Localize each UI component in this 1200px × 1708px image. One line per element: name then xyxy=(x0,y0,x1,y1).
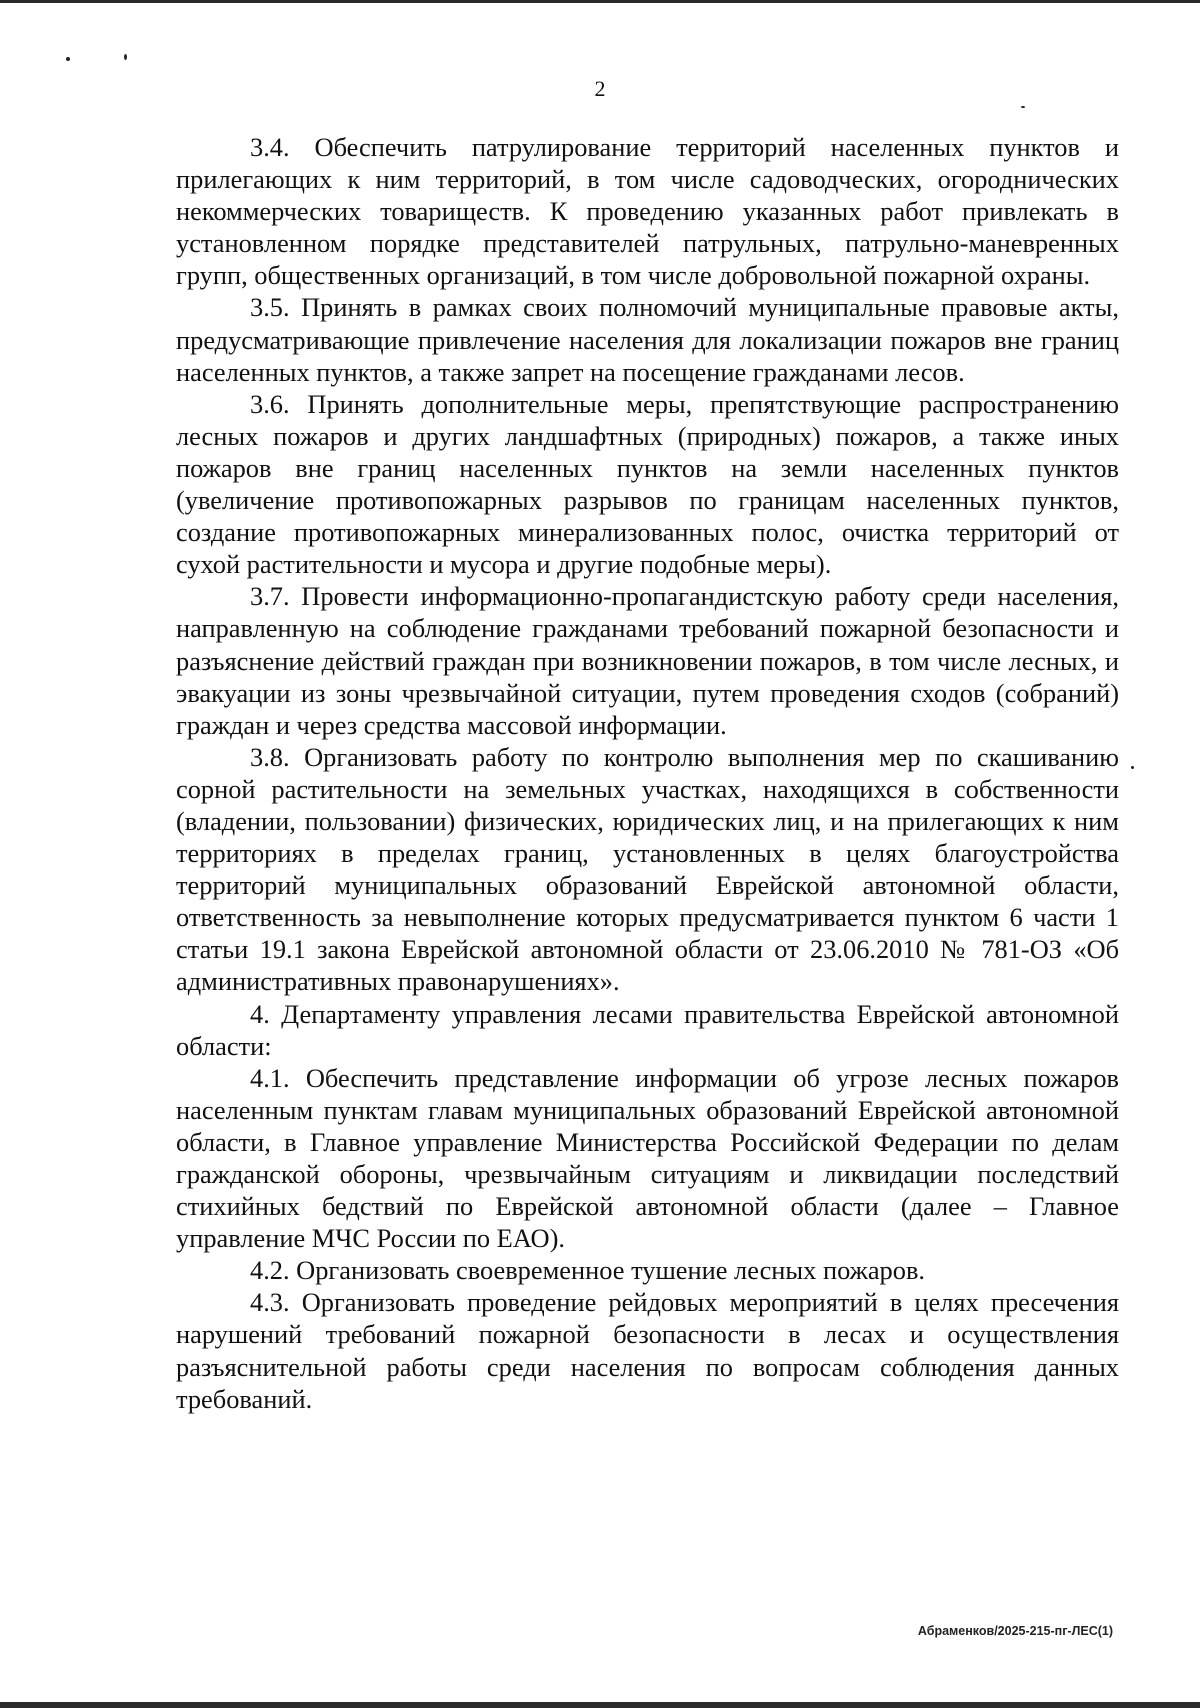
paragraph-4: 4. Департаменту управления лесами правительства Еврейской автономной области: xyxy=(176,998,1119,1061)
paragraph-3-5: 3.5. Принять в рамках своих полномочий муниципальные правовые акты, предусматривающие привлечение населения для локализации пожаров вне границ населенных пунктов, а также запрет на посещение гражданами лесов. xyxy=(176,292,1119,387)
document-body xyxy=(176,131,1119,1415)
paragraph-4-2: 4.2. Организовать своевременное тушение лесных пожаров. xyxy=(250,1255,926,1286)
paragraph-3-8: 3.8. Организовать работу по контролю выполнения мер по скашиванию сорной растительности на земельных участках, находящихся в собственности (владении, пользовании) физических, юридических лиц, и на прилегающих к ним территориях в пределах границ, установленных в целях благоустройства территорий муниципальных образований Еврейской автономной области, ответственность за невыполнение которых предусматривается пунктом 6 части 1 статьи 19.1 закона Еврейской автономной области от 23.06.2010 № 781-ОЗ «Об административных правонарушениях». xyxy=(176,741,1119,997)
paragraph-3-6: 3.6. Принять дополнительные меры, препятствующие распространению лесных пожаров и других ландшафтных (природных) пожаров, а также иных пожаров вне границ населенных пунктов на земли населенных пунктов (увеличение противопожарных разрывов по границам населенных пунктов, создание противопожарных минерализованных полос, очистка территорий от сухой растительности и мусора и другие подобные меры). xyxy=(176,388,1119,580)
paragraph-3-7: 3.7. Провести информационно-пропагандистскую работу среди населения, направленную на соблюдение гражданами требований пожарной безопасности и разъяснение действий граждан при возникновении пожаров, в том числе лесных, и эвакуации из зоны чрезвычайной ситуации, путем проведения сходов (собраний) граждан и через средства массовой информации. xyxy=(176,581,1119,740)
scan-speck xyxy=(1131,766,1134,769)
paragraph-4-1: 4.1. Обеспечить представление информации об угрозе лесных пожаров населенным пунктам главам муниципальных образований Еврейской автономной области, в Главное управление Министерства Российской Федерации по делам гражданской обороны, чрезвычайным ситуациям и ликвидации последствий стихийных бедствий по Еврейской автономной области (далее – Главное управление МЧС России по ЕАО). xyxy=(176,1062,1119,1254)
scan-border-top xyxy=(0,0,1200,8)
paragraph-4-3: 4.3. Организовать проведение рейдовых мероприятий в целях пресечения нарушений требований пожарной безопасности в лесах и осуществления разъяснительной работы среди населения по вопросам соблюдения данных требований. xyxy=(176,1287,1119,1414)
page-number: 2 xyxy=(594,76,606,101)
paragraph-3-4: 3.4. Обеспечить патрулирование территорий населенных пунктов и прилегающих к ним территорий, в том числе садоводческих, огороднических некоммерческих товариществ. К проведению указанных работ привлекать в установленном порядке представителей патрульных, патрульно-маневренных групп, общественных организаций, в том числе добровольной пожарной охраны. xyxy=(176,132,1119,291)
document-reference: Абраменков/2025-215-пг-ЛЕС(1) xyxy=(917,1624,1113,1638)
scan-speck xyxy=(124,54,127,60)
scan-speck xyxy=(1021,106,1025,108)
scan-speck xyxy=(66,57,70,61)
scan-border-bottom xyxy=(0,1698,1200,1708)
